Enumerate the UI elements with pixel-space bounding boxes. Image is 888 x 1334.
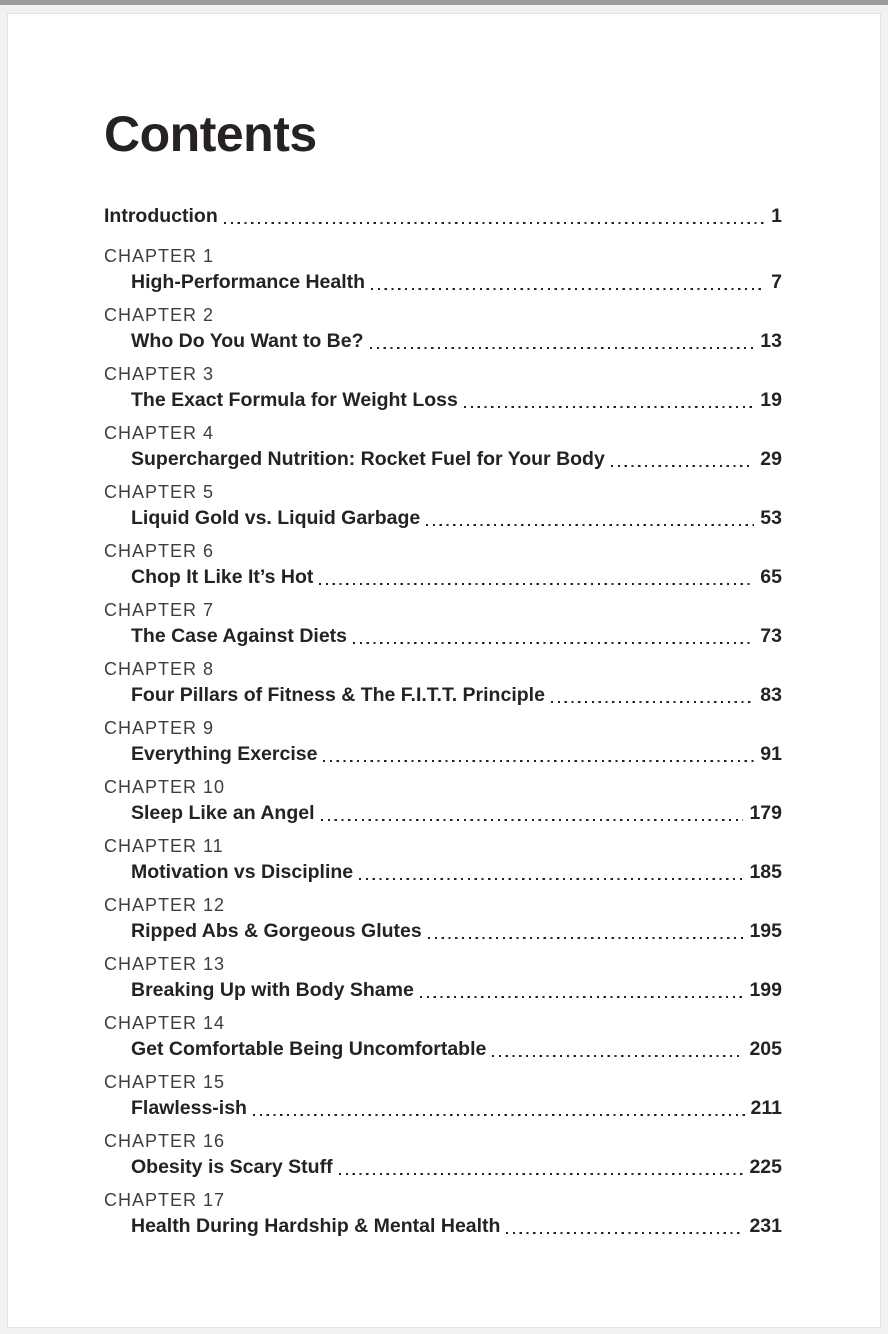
entry-title: Breaking Up with Body Shame xyxy=(131,979,414,1001)
chapter-label: CHAPTER 2 xyxy=(104,305,215,325)
entry-title: Health During Hardship & Mental Health xyxy=(131,1215,501,1237)
chapter-label: CHAPTER 12 xyxy=(104,895,226,915)
page-number: 29 xyxy=(760,448,782,470)
toc-entry-chapter-17[interactable] xyxy=(104,1213,782,1239)
chapter-label: CHAPTER 13 xyxy=(104,954,226,974)
chapter-label: CHAPTER 7 xyxy=(104,600,215,620)
chapter-label: CHAPTER 6 xyxy=(104,541,215,561)
dot-leader xyxy=(420,996,744,998)
entry-title: High-Performance Health xyxy=(131,271,366,293)
dot-leader xyxy=(359,878,743,880)
entry-title: Chop It Like It’s Hot xyxy=(131,566,314,588)
page-number: 179 xyxy=(749,802,782,824)
toc-entry-chapter-2[interactable] xyxy=(104,328,782,354)
page-number: 199 xyxy=(749,979,782,1001)
dot-leader xyxy=(426,524,754,526)
toc-chapter-block xyxy=(104,951,782,1003)
entry-title: Sleep Like an Angel xyxy=(131,802,315,824)
toc-chapter-block xyxy=(104,1069,782,1121)
toc-entry-chapter-12[interactable] xyxy=(104,918,782,944)
chapter-label: CHAPTER 3 xyxy=(104,364,215,384)
page-number: 1 xyxy=(771,205,782,227)
dot-leader xyxy=(506,1232,743,1234)
entry-title: The Exact Formula for Weight Loss xyxy=(131,389,458,411)
toc-chapter-block xyxy=(104,833,782,885)
toc-entry-chapter-8[interactable] xyxy=(104,682,782,708)
chapter-label: CHAPTER 16 xyxy=(104,1131,226,1151)
dot-leader xyxy=(224,222,765,224)
toc-chapter-block xyxy=(104,597,782,649)
toc-chapter-block xyxy=(104,774,782,826)
entry-title: Supercharged Nutrition: Rocket Fuel for Your Body xyxy=(131,448,605,470)
entry-title: Liquid Gold vs. Liquid Garbage xyxy=(131,507,421,529)
dot-leader xyxy=(339,1173,744,1175)
toc-entry-introduction[interactable] xyxy=(104,203,782,229)
chapter-label: CHAPTER 14 xyxy=(104,1013,226,1033)
page-number: 91 xyxy=(760,743,782,765)
toc-entry-chapter-15[interactable] xyxy=(104,1095,782,1121)
toc-entry-chapter-5[interactable] xyxy=(104,505,782,531)
toc-chapter-block xyxy=(104,715,782,767)
entry-title: Obesity is Scary Stuff xyxy=(131,1156,333,1178)
toc-entry-chapter-9[interactable] xyxy=(104,741,782,767)
entry-title: Get Comfortable Being Uncomfortable xyxy=(131,1038,487,1060)
toc-entry-chapter-14[interactable] xyxy=(104,1036,782,1062)
chapter-label: CHAPTER 11 xyxy=(104,836,224,856)
entry-title: Flawless-ish xyxy=(131,1097,247,1119)
entry-title: Introduction xyxy=(104,205,218,227)
contents-page xyxy=(7,13,881,1328)
dot-leader xyxy=(370,347,755,349)
toc-chapter-block xyxy=(104,420,782,472)
chapter-label: CHAPTER 9 xyxy=(104,718,215,738)
page-number: 231 xyxy=(749,1215,782,1237)
top-edge-bar xyxy=(0,0,888,5)
page-number: 185 xyxy=(749,861,782,883)
toc-chapter-block xyxy=(104,538,782,590)
page-number: 225 xyxy=(749,1156,782,1178)
entry-title: Everything Exercise xyxy=(131,743,318,765)
toc-entry-chapter-16[interactable] xyxy=(104,1154,782,1180)
entry-title: Who Do You Want to Be? xyxy=(131,330,364,352)
toc-entry-chapter-4[interactable] xyxy=(104,446,782,472)
chapter-label: CHAPTER 15 xyxy=(104,1072,226,1092)
dot-leader xyxy=(551,701,754,703)
toc-chapter-block xyxy=(104,656,782,708)
page-title: Contents xyxy=(104,106,317,162)
dot-leader xyxy=(371,288,765,290)
chapter-label: CHAPTER 4 xyxy=(104,423,215,443)
toc-entry-chapter-1[interactable] xyxy=(104,269,782,295)
toc-entry-chapter-10[interactable] xyxy=(104,800,782,826)
toc-chapter-block xyxy=(104,1010,782,1062)
dot-leader xyxy=(321,819,744,821)
page-number: 73 xyxy=(760,625,782,647)
chapter-label: CHAPTER 5 xyxy=(104,482,215,502)
toc-entry-chapter-13[interactable] xyxy=(104,977,782,1003)
chapter-label: CHAPTER 17 xyxy=(104,1190,226,1210)
toc-chapter-block xyxy=(104,1128,782,1180)
dot-leader xyxy=(253,1114,745,1116)
page-number: 13 xyxy=(760,330,782,352)
entry-title: Motivation vs Discipline xyxy=(131,861,354,883)
entry-title: Ripped Abs & Gorgeous Glutes xyxy=(131,920,422,942)
page-number: 211 xyxy=(750,1097,782,1119)
page-number: 205 xyxy=(749,1038,782,1060)
toc-entry-chapter-3[interactable] xyxy=(104,387,782,413)
chapter-label: CHAPTER 10 xyxy=(104,777,226,797)
toc-list xyxy=(104,203,782,1239)
page-number: 83 xyxy=(760,684,782,706)
toc-entry-chapter-6[interactable] xyxy=(104,564,782,590)
toc-chapter-block xyxy=(104,1187,782,1239)
dot-leader xyxy=(319,583,754,585)
dot-leader xyxy=(428,937,744,939)
dot-leader xyxy=(492,1055,743,1057)
chapter-label: CHAPTER 8 xyxy=(104,659,215,679)
page-number: 195 xyxy=(749,920,782,942)
entry-title: Four Pillars of Fitness & The F.I.T.T. Principle xyxy=(131,684,545,706)
toc-entry-chapter-7[interactable] xyxy=(104,623,782,649)
toc-chapter-block xyxy=(104,479,782,531)
page-number: 19 xyxy=(760,389,782,411)
page-number: 7 xyxy=(771,271,782,293)
dot-leader xyxy=(353,642,754,644)
chapter-label: CHAPTER 1 xyxy=(104,246,215,266)
dot-leader xyxy=(464,406,754,408)
dot-leader xyxy=(323,760,754,762)
toc-chapter-block xyxy=(104,302,782,354)
page-number: 65 xyxy=(760,566,782,588)
page-number: 53 xyxy=(760,507,782,529)
dot-leader xyxy=(611,465,754,467)
toc-chapter-block xyxy=(104,243,782,295)
toc-chapter-block xyxy=(104,361,782,413)
toc-entry-chapter-11[interactable] xyxy=(104,859,782,885)
toc-chapter-block xyxy=(104,892,782,944)
entry-title: The Case Against Diets xyxy=(131,625,348,647)
